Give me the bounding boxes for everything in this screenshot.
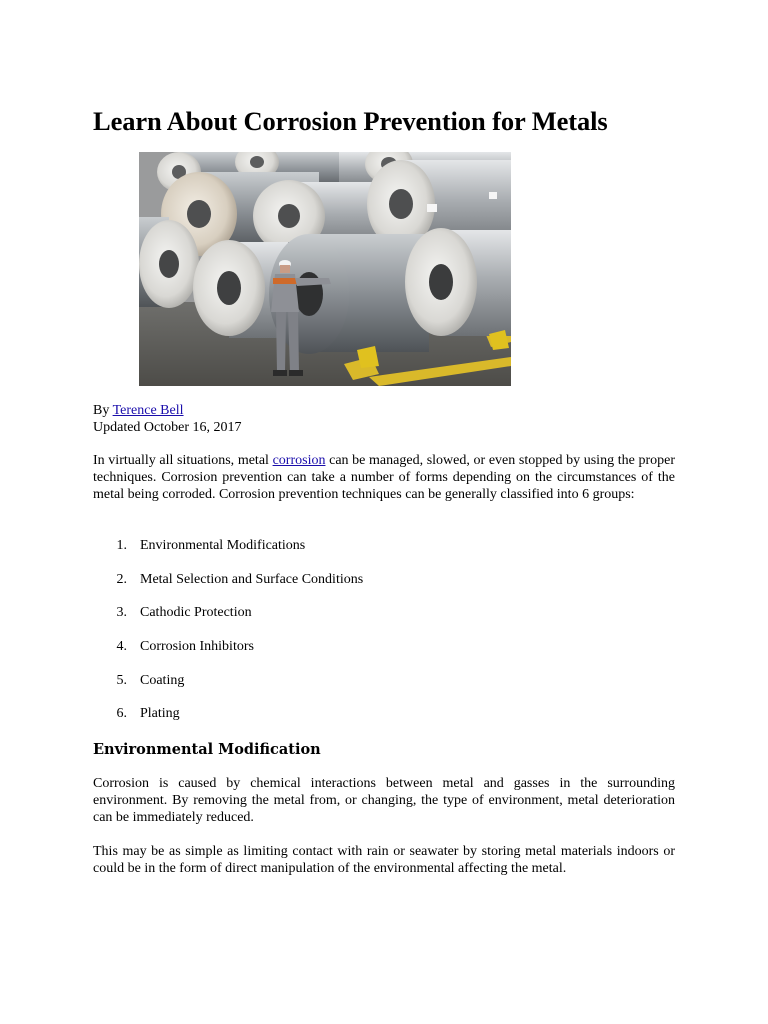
intro-text-start: In virtually all situations, metal <box>93 453 273 468</box>
byline <box>93 402 242 436</box>
list-item-label: Metal Selection and Surface Conditions <box>140 571 364 587</box>
section-paragraph-1: Corrosion is caused by chemical interactions between metal and gasses in the surrounding environment. By removing the metal from, or changing, the type of environment, metal deterioration can be immediately reduced. <box>93 776 675 825</box>
author-link[interactable]: Terence Bell <box>112 403 184 418</box>
intro-text-end: can be managed, slowed, or even stopped by using the proper techniques. Corrosion prevention can take a number of forms depending on the circumstances of the metal being corroded. Corrosion prevention techniques can be generally classified into 6 groups: <box>93 453 675 502</box>
intro-paragraph <box>93 453 675 503</box>
corrosion-link[interactable]: corrosion <box>272 453 326 468</box>
list-number: 3. <box>116 605 127 621</box>
list-number: 2. <box>116 571 127 587</box>
list-number: 6. <box>116 706 127 722</box>
list-item-label: Environmental Modifications <box>140 538 306 553</box>
article-title: Learn About Corrosion Prevention for Metals <box>93 106 608 136</box>
list-item-label: Plating <box>140 706 180 722</box>
list-number: 1. <box>116 538 127 553</box>
list-item-label: Cathodic Protection <box>140 605 252 621</box>
section-heading: Environmental Modification <box>93 741 321 758</box>
hero-image-steel-coils <box>139 152 511 386</box>
list-item-label: Coating <box>140 672 185 688</box>
byline-prefix: By <box>93 403 110 418</box>
list-item-label: Corrosion Inhibitors <box>140 639 254 655</box>
updated-date: Updated October 16, 2017 <box>93 420 242 435</box>
section-paragraph-2: This may be as simple as limiting contact with rain or seawater by storing metal materials indoors or could be in the form of direct manipulation of the environmental affecting the metal. <box>93 844 675 876</box>
list-number: 5. <box>116 672 127 688</box>
list-number: 4. <box>116 639 127 655</box>
